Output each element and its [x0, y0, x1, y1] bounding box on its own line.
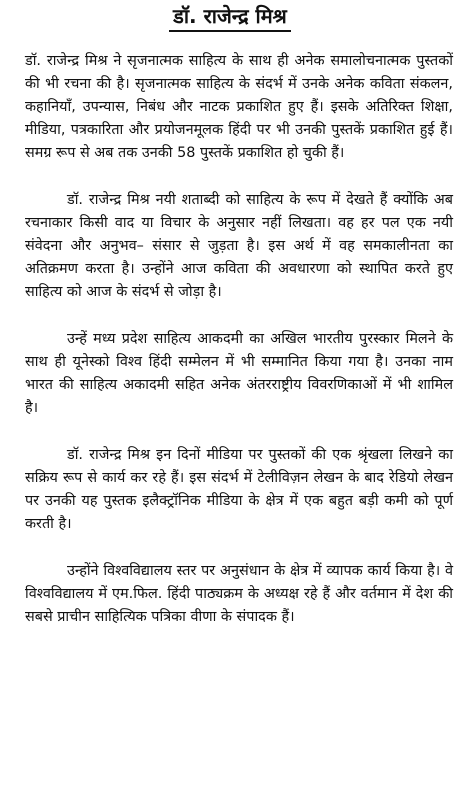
paragraph-3: उन्हें मध्य प्रदेश साहित्य आकदमी का अखिल भारतीय पुरस्कार मिलने के साथ ही यूनेस्को विश्व हिंदी सम्मेलन में भी सम्मानित किया गया है। उनका नाम भारत की साहित्य अकादमी सहित अनेक अंतरराष्ट्रीय विवरणिकाओं में भी शामिल है।	[25, 331, 453, 416]
title-container	[0, 4, 460, 32]
paragraph-4: डॉ. राजेन्द्र मिश्र इन दिनों मीडिया पर पुस्तकों की एक श्रृंखला लिखने का सक्रिय रूप से कार्य कर रहे हैं। इस संदर्भ में टेलीविज़न लेखन के बाद रेडियो लेखन पर उनकी यह पुस्तक इलैक्ट्रॉनिक मीडिया के क्षेत्र में एक बहुत बड़ी कमी को पूर्ण करती है।	[25, 447, 453, 532]
page-title: डॉ. राजेन्द्र मिश्र	[169, 4, 291, 32]
paragraph-5: उन्होंने विश्वविद्यालय स्तर पर अनुसंधान के क्षेत्र में व्यापक कार्य किया है। वे विश्वविद्यालय में एम.फिल. हिंदी पाठ्यक्रम के अध्यक्ष रहे हैं और वर्तमान में देश की सबसे प्राचीन साहित्यिक पत्रिका वीणा के संपादक हैं।	[25, 563, 453, 625]
article-body	[25, 50, 453, 653]
paragraph-2: डॉ. राजेन्द्र मिश्र नयी शताब्दी को साहित्य के रूप में देखते हैं क्योंकि अब रचनाकार किसी वाद या विचार के अनुसार नहीं लिखता। वह हर पल एक नयी संवेदना और अनुभव– संसार से जुड़ता है। इस अर्थ में वह समकालीनता का अतिक्रमण करता है। उन्होंने आज कविता की अवधारणा को स्थापित करते हुए साहित्य को आज के संदर्भ से जोड़ा है।	[25, 192, 453, 300]
paragraph-1: डॉ. राजेन्द्र मिश्र ने सृजनात्मक साहित्य के साथ ही अनेक समालोचनात्मक पुस्तकों की भी रचना की है। सृजनात्मक साहित्य के संदर्भ में उनके अनेक कविता संकलन, कहानियाँ, उपन्यास, निबंध और नाटक प्रकाशित हुए हैं। इसके अतिरिक्त शिक्षा, मीडिया, पत्रकारिता और प्रयोजनमूलक हिंदी पर भी उनकी पुस्तकें प्रकाशित हुई हैं। समग्र रूप से अब तक उनकी 58 पुस्तकें प्रकाशित हो चुकी हैं।	[25, 53, 453, 161]
